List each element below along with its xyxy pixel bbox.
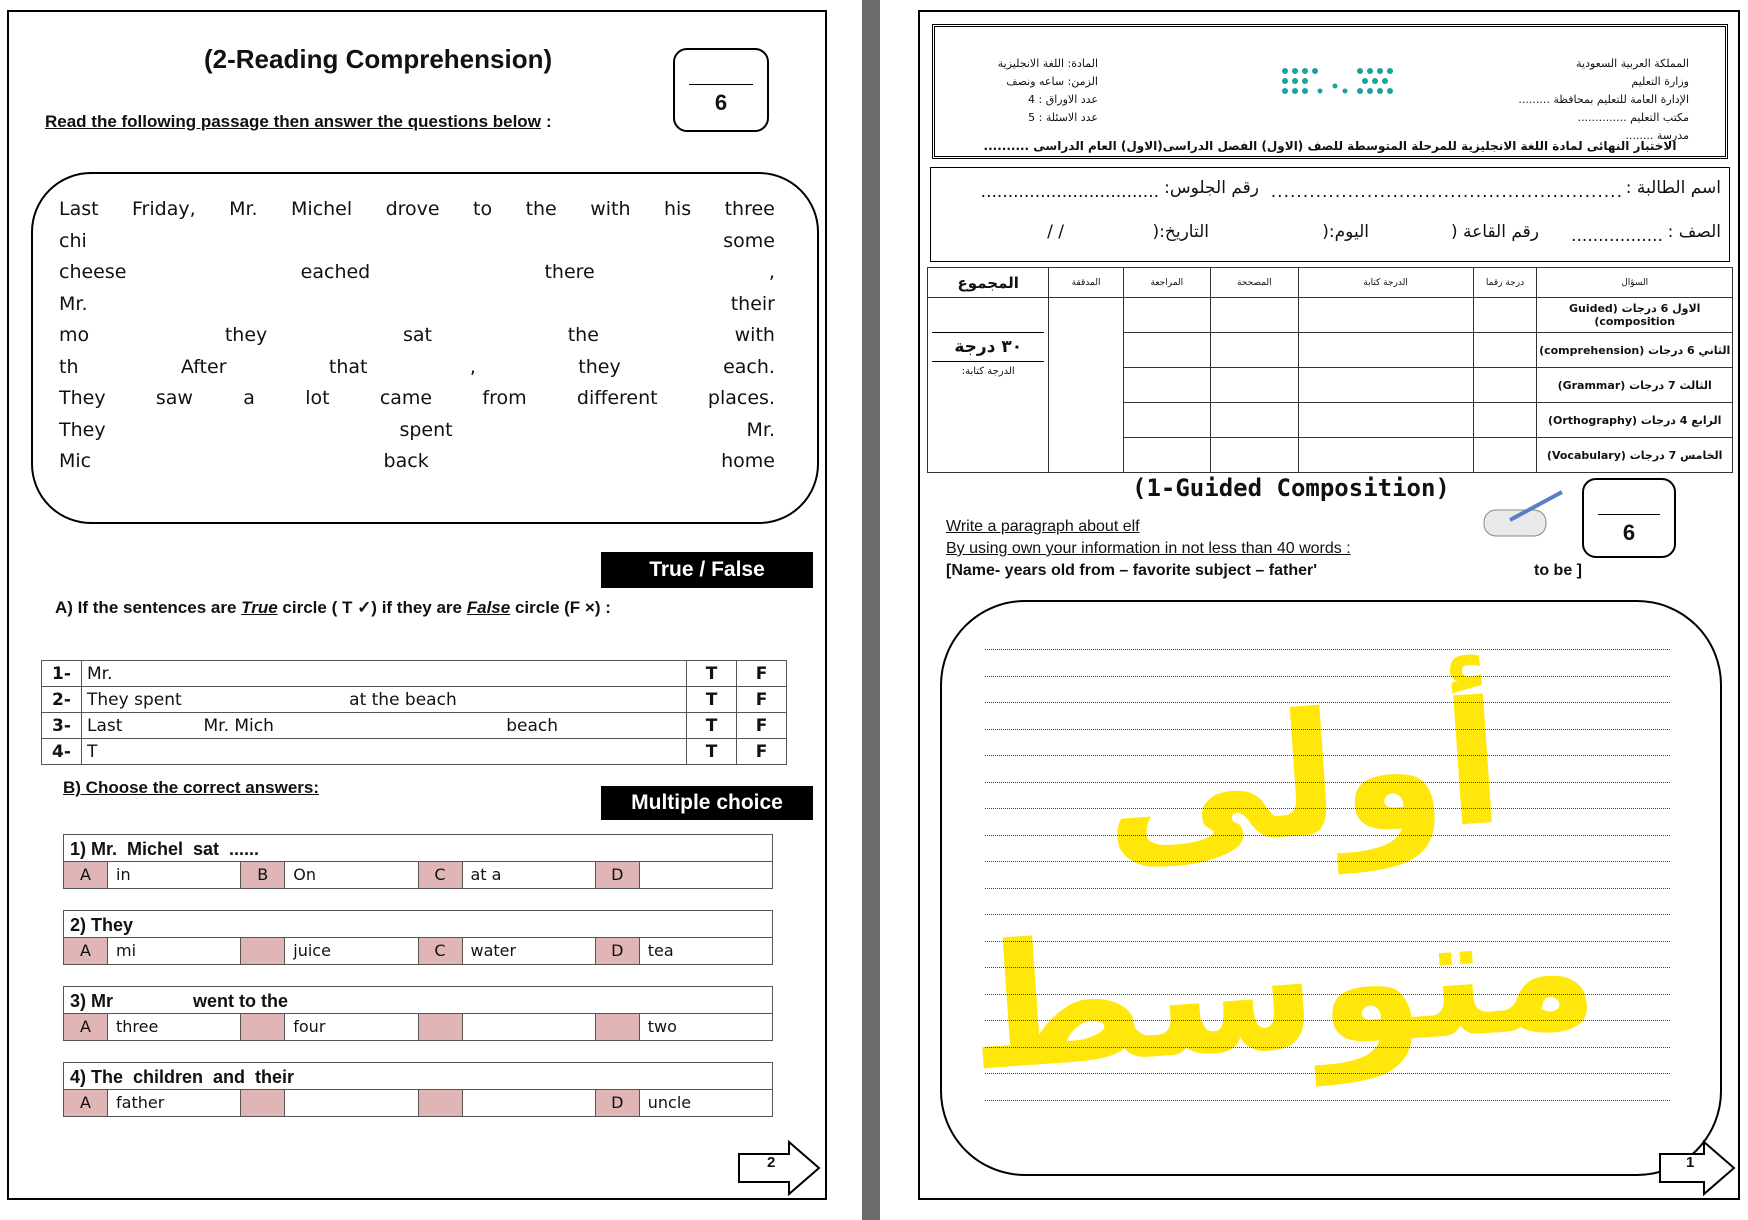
passage-word: the xyxy=(567,324,599,346)
mc-options xyxy=(64,1090,772,1116)
passage-word: each. xyxy=(723,355,775,378)
total-written-label: الدرجة كتابة: xyxy=(961,366,1015,377)
mc-question-text: 4) The children and their xyxy=(64,1063,772,1090)
writing-line[interactable] xyxy=(985,914,1670,915)
passage-line xyxy=(59,419,775,441)
header-questions-count: عدد الاسئلة : 5 xyxy=(1028,111,1098,124)
passage-word: Friday, xyxy=(132,198,196,220)
mc-option[interactable] xyxy=(64,938,241,964)
grade-cell xyxy=(1123,438,1211,473)
grade-cell xyxy=(1211,298,1299,333)
section-b-instruction: B) Choose the correct answers: xyxy=(63,778,320,797)
passage-word: places. xyxy=(707,387,775,409)
grade-cell xyxy=(1211,333,1299,368)
mc-option-text: father xyxy=(116,1093,165,1112)
writing-line[interactable] xyxy=(985,1047,1670,1048)
passage-word: back xyxy=(383,450,429,472)
mc-option[interactable] xyxy=(419,938,596,964)
header-duration: الزمن: ساعه ونصف xyxy=(1006,75,1098,88)
mc-option-text: at a xyxy=(470,865,502,884)
tf-number: 2- xyxy=(42,687,82,713)
header-school: مدرسة ........ xyxy=(1625,129,1689,142)
mc-option-text: tea xyxy=(647,941,674,960)
writing-line[interactable] xyxy=(985,1100,1670,1101)
seat-number-label: رقم الجلوس: xyxy=(1164,178,1259,198)
grades-header-written: الدرجة كتابة xyxy=(1298,268,1473,298)
passage-word: three xyxy=(724,198,775,220)
mc-option-text xyxy=(285,1090,293,1116)
grade-cell xyxy=(1473,333,1537,368)
passage-word: lot xyxy=(305,387,330,409)
passage-word: Mr. xyxy=(229,198,258,220)
total-score: ٣٠ درجة xyxy=(932,332,1044,362)
tf-true-option[interactable]: T xyxy=(687,713,737,739)
mc-options xyxy=(64,938,772,964)
passage-word: some xyxy=(723,229,775,252)
true-word: True xyxy=(241,598,278,617)
mc-option[interactable] xyxy=(64,1014,241,1040)
passage-word: , xyxy=(768,261,775,283)
mc-option-text: uncle xyxy=(647,1093,692,1112)
question-1-row: الاول 6 درجات (Guided composition) xyxy=(1537,298,1733,333)
mc-option-text: in xyxy=(116,865,131,884)
writing-line[interactable] xyxy=(985,967,1670,968)
passage-word: th xyxy=(59,355,79,378)
header-ministry: وزارة التعليم xyxy=(1631,75,1689,88)
mc-option-letter: A xyxy=(64,1090,108,1116)
mc-option-letter: C xyxy=(419,938,463,964)
tf-statement: T xyxy=(82,739,687,765)
watermark-text: أولى متوسط xyxy=(960,664,1604,1110)
mc-option[interactable] xyxy=(419,862,596,888)
passage-word: Last xyxy=(59,198,99,220)
passage-word: mo xyxy=(59,324,90,346)
total-score-cell xyxy=(928,298,1049,473)
class-field[interactable]: ................. xyxy=(1571,226,1663,246)
mc-option[interactable] xyxy=(64,862,241,888)
header-directorate: الإدارة العامة للتعليم بمحافظة ......... xyxy=(1518,93,1689,106)
page-number: 2 xyxy=(767,1154,776,1171)
question-3-row: الثالث 7 درجات (Grammar) xyxy=(1537,368,1733,403)
passage-word: saw xyxy=(155,387,193,409)
tf-number: 4- xyxy=(42,739,82,765)
passage-word: , xyxy=(469,355,476,378)
exam-header xyxy=(932,24,1728,159)
grade-cell xyxy=(1211,403,1299,438)
writing-line[interactable] xyxy=(985,755,1670,756)
passage-word: with xyxy=(734,324,775,346)
passage-word: with xyxy=(590,198,631,220)
mc-option-text: mi xyxy=(116,941,137,960)
multiple-choice-tag: Multiple choice xyxy=(601,786,813,820)
passage-word: from xyxy=(482,387,527,409)
passage-word: sat xyxy=(403,324,433,346)
mc-question xyxy=(63,910,773,965)
section-a-middle: circle ( T ✓) if they are xyxy=(282,598,463,617)
passage-word: they xyxy=(578,355,621,378)
mc-option-letter: C xyxy=(419,862,463,888)
exam-title: الاختبار النهائى لمادة اللغة الانجليزية للمرحلة المتوسطة للصف (الاول) الفصل الدراسى(الاول) العام الدراسى .......... xyxy=(983,139,1677,153)
passage-word: Mr. xyxy=(59,292,88,315)
passage-word: Mr. xyxy=(746,418,775,441)
day-label: اليوم:( xyxy=(1322,222,1369,242)
grades-header-numeric: درجة رقما xyxy=(1473,268,1537,298)
grade-cell xyxy=(1298,333,1473,368)
tf-number: 1- xyxy=(42,661,82,687)
tf-false-option[interactable]: F xyxy=(737,687,787,713)
tf-number: 3- xyxy=(42,713,82,739)
grade-cell xyxy=(1211,438,1299,473)
passage-word: Mic xyxy=(59,450,92,472)
tf-true-option[interactable]: T xyxy=(687,739,737,765)
tf-row xyxy=(42,661,787,687)
grade-cell xyxy=(1473,438,1537,473)
passage-line xyxy=(59,230,775,252)
tf-statement: They spent at the beach xyxy=(82,687,687,713)
writing-line[interactable] xyxy=(985,702,1670,703)
mc-option-text: juice xyxy=(293,941,331,960)
question-4-row: الرابع 4 درجات (Orthography) xyxy=(1537,403,1733,438)
mc-question-text: 1) Mr. Michel sat ...... xyxy=(64,835,772,862)
mc-option-text xyxy=(640,862,648,888)
mc-option-letter xyxy=(596,1014,640,1040)
passage-word: his xyxy=(663,198,692,220)
passage-word: that xyxy=(328,355,368,378)
mc-option-text: four xyxy=(293,1017,326,1036)
passage-line xyxy=(59,450,775,472)
section-a-suffix: circle (F ×) : xyxy=(514,598,611,617)
mc-option-letter xyxy=(241,938,285,964)
mc-option-letter xyxy=(241,1090,285,1116)
exam-page-2 xyxy=(7,10,827,1200)
passage-line xyxy=(59,261,775,283)
header-subject-info xyxy=(953,55,1098,127)
reading-comprehension-title: (2-Reading Comprehension) xyxy=(204,44,553,74)
passage-word: After xyxy=(180,355,227,378)
tf-false-option[interactable]: F xyxy=(737,713,787,739)
first-page-arrow xyxy=(1658,1140,1738,1196)
mc-option[interactable] xyxy=(241,1090,418,1116)
true-false-tag: True / False xyxy=(601,552,813,588)
mc-option-letter: D xyxy=(596,862,640,888)
mc-question xyxy=(63,986,773,1041)
passage-word: different xyxy=(576,387,658,409)
writing-prompt-3: [Name- years old from – favorite subject – father' xyxy=(946,562,1318,579)
passage-word: their xyxy=(730,292,775,315)
question-2-row: الثاني 6 درجات (comprehension) xyxy=(1537,333,1733,368)
passage-word: came xyxy=(379,387,433,409)
writing-line[interactable] xyxy=(985,808,1670,809)
grade-cell xyxy=(1123,333,1211,368)
grades-header-auditor: المدققة xyxy=(1049,268,1123,298)
mc-option[interactable] xyxy=(241,938,418,964)
mc-option-text xyxy=(463,1014,471,1040)
mc-option-letter: D xyxy=(596,1090,640,1116)
writing-prompt-3-end: to be ] xyxy=(1534,562,1582,579)
grade-cell xyxy=(1123,368,1211,403)
grade-cell xyxy=(1298,438,1473,473)
mc-option-text: On xyxy=(293,865,316,884)
header-ministry-info xyxy=(1518,55,1689,145)
ministry-logo-icon xyxy=(1275,61,1405,111)
grade-cell xyxy=(1473,368,1537,403)
composition-score-box xyxy=(1582,478,1676,558)
passage-word: a xyxy=(243,387,255,409)
grade-cell xyxy=(1123,403,1211,438)
writing-line[interactable] xyxy=(985,888,1670,889)
writing-line[interactable] xyxy=(985,649,1670,650)
grade-cell xyxy=(1473,298,1537,333)
mc-option-text xyxy=(463,1090,471,1116)
section-a-prefix: A) If the sentences are xyxy=(55,598,237,617)
tf-false-option[interactable]: F xyxy=(737,739,787,765)
mc-option[interactable] xyxy=(419,1090,596,1116)
mc-option[interactable] xyxy=(64,1090,241,1116)
mc-option-letter: A xyxy=(64,938,108,964)
mc-options xyxy=(64,1014,772,1040)
tf-statement: Mr. xyxy=(82,661,687,687)
mc-question-text: 3) Mr went to the xyxy=(64,987,772,1014)
passage-word: eached xyxy=(300,261,371,283)
writing-line[interactable] xyxy=(985,861,1670,862)
passage-word: They xyxy=(59,418,106,441)
instruction-colon: : xyxy=(546,112,552,131)
passage-line xyxy=(59,198,775,220)
writing-prompt-2: By using own your information in not less than 40 words : xyxy=(946,540,1351,557)
mc-option-letter xyxy=(241,1014,285,1040)
score-line xyxy=(1598,514,1660,515)
tf-false-option[interactable]: F xyxy=(737,661,787,687)
page-number: 1 xyxy=(1686,1154,1695,1171)
pen-hand-icon xyxy=(1480,490,1564,538)
question-5-row: الخامس 7 درجات (Vocabulary) xyxy=(1537,438,1733,473)
passage-line xyxy=(59,293,775,315)
mc-question xyxy=(63,1062,773,1117)
writing-line[interactable] xyxy=(985,941,1670,942)
mc-option[interactable] xyxy=(241,862,418,888)
passage-word: the xyxy=(525,198,557,220)
grade-cell xyxy=(1298,403,1473,438)
writing-line[interactable] xyxy=(985,1073,1670,1074)
passage-word: spent xyxy=(399,418,453,441)
score-box xyxy=(673,48,769,132)
writing-line[interactable] xyxy=(985,729,1670,730)
grades-header-total: المجموع xyxy=(928,268,1049,298)
date-label: التاريخ:( xyxy=(1152,222,1209,242)
mc-option-text: two xyxy=(647,1017,677,1036)
passage-line xyxy=(59,324,775,346)
false-word: False xyxy=(466,598,511,617)
header-pages-count: عدد الاوراق : 4 xyxy=(1028,93,1098,106)
writing-line[interactable] xyxy=(985,676,1670,677)
tf-true-option[interactable]: T xyxy=(687,661,737,687)
exam-page-1 xyxy=(918,10,1740,1200)
page-gutter xyxy=(862,0,880,1220)
passage-word: drove xyxy=(385,198,440,220)
instruction-line xyxy=(45,112,552,132)
mc-option-letter: B xyxy=(241,862,285,888)
score-value: 6 xyxy=(714,90,728,115)
class-label: الصف : xyxy=(1667,222,1721,242)
passage-word: they xyxy=(224,324,268,346)
passage-word: chi xyxy=(59,229,87,252)
passage-word: home xyxy=(721,450,775,472)
true-false-table xyxy=(41,660,787,765)
composition-score-value: 6 xyxy=(1622,520,1636,545)
mc-option-letter: D xyxy=(596,938,640,964)
mc-option[interactable] xyxy=(596,938,772,964)
writing-line[interactable] xyxy=(985,1020,1670,1021)
mc-option[interactable] xyxy=(596,1090,772,1116)
header-office: مكتب التعليم .............. xyxy=(1577,111,1689,124)
score-line xyxy=(689,84,753,85)
mc-question-text: 2) They xyxy=(64,911,772,938)
passage-word: there xyxy=(544,261,595,283)
passage-word: Michel xyxy=(291,198,353,220)
mc-option[interactable] xyxy=(596,862,772,888)
student-name-label: اسم الطالبة : xyxy=(1625,178,1721,198)
passage-line xyxy=(59,387,775,409)
auditor-cell xyxy=(1049,298,1123,473)
student-name-field[interactable]: ....................................................... xyxy=(1270,182,1623,202)
mc-option-letter: A xyxy=(64,1014,108,1040)
grades-table xyxy=(927,267,1733,473)
tf-row xyxy=(42,739,787,765)
tf-true-option[interactable]: T xyxy=(687,687,737,713)
writing-line[interactable] xyxy=(985,994,1670,995)
mc-option-text: three xyxy=(116,1017,159,1036)
grades-header-reviewer: المراجعة xyxy=(1123,268,1211,298)
mc-question xyxy=(63,834,773,889)
next-page-arrow xyxy=(737,1140,823,1196)
grades-header-corrector: المصححة xyxy=(1211,268,1299,298)
mc-option[interactable] xyxy=(596,1014,772,1040)
date-slashes: / / xyxy=(1047,222,1064,242)
mc-option-letter: A xyxy=(64,862,108,888)
passage-word: They xyxy=(59,387,106,409)
mc-option[interactable] xyxy=(419,1014,596,1040)
student-info-box xyxy=(930,167,1730,262)
tf-row xyxy=(42,687,787,713)
grade-cell xyxy=(1473,403,1537,438)
instruction-text: Read the following passage then answer the questions below xyxy=(45,112,541,131)
mc-options xyxy=(64,862,772,888)
mc-option[interactable] xyxy=(241,1014,418,1040)
tf-row xyxy=(42,713,787,739)
guided-composition-title: (1-Guided Composition) xyxy=(1132,474,1450,502)
writing-prompt-1: Write a paragraph about elf xyxy=(946,518,1140,535)
grade-cell xyxy=(1211,368,1299,403)
passage-line xyxy=(59,356,775,378)
seat-number-field[interactable]: ................................. xyxy=(980,182,1159,202)
section-a-instruction xyxy=(55,598,611,618)
passage-word: cheese xyxy=(59,261,127,283)
tf-statement: Last Mr. Mich beach xyxy=(82,713,687,739)
passage-word: to xyxy=(473,198,493,220)
grades-header-question: السؤال xyxy=(1537,268,1733,298)
mc-option-text: water xyxy=(470,941,517,960)
writing-line[interactable] xyxy=(985,782,1670,783)
grade-cell xyxy=(1298,298,1473,333)
writing-line[interactable] xyxy=(985,835,1670,836)
grade-cell xyxy=(1123,298,1211,333)
grade-cell xyxy=(1298,368,1473,403)
room-label: رقم القاعة ( xyxy=(1450,222,1539,242)
header-country: المملكة العربية السعودية xyxy=(1576,57,1689,70)
mc-option-letter xyxy=(419,1090,463,1116)
mc-option-letter xyxy=(419,1014,463,1040)
header-subject: المادة: اللغة الانجليزية xyxy=(997,57,1098,70)
